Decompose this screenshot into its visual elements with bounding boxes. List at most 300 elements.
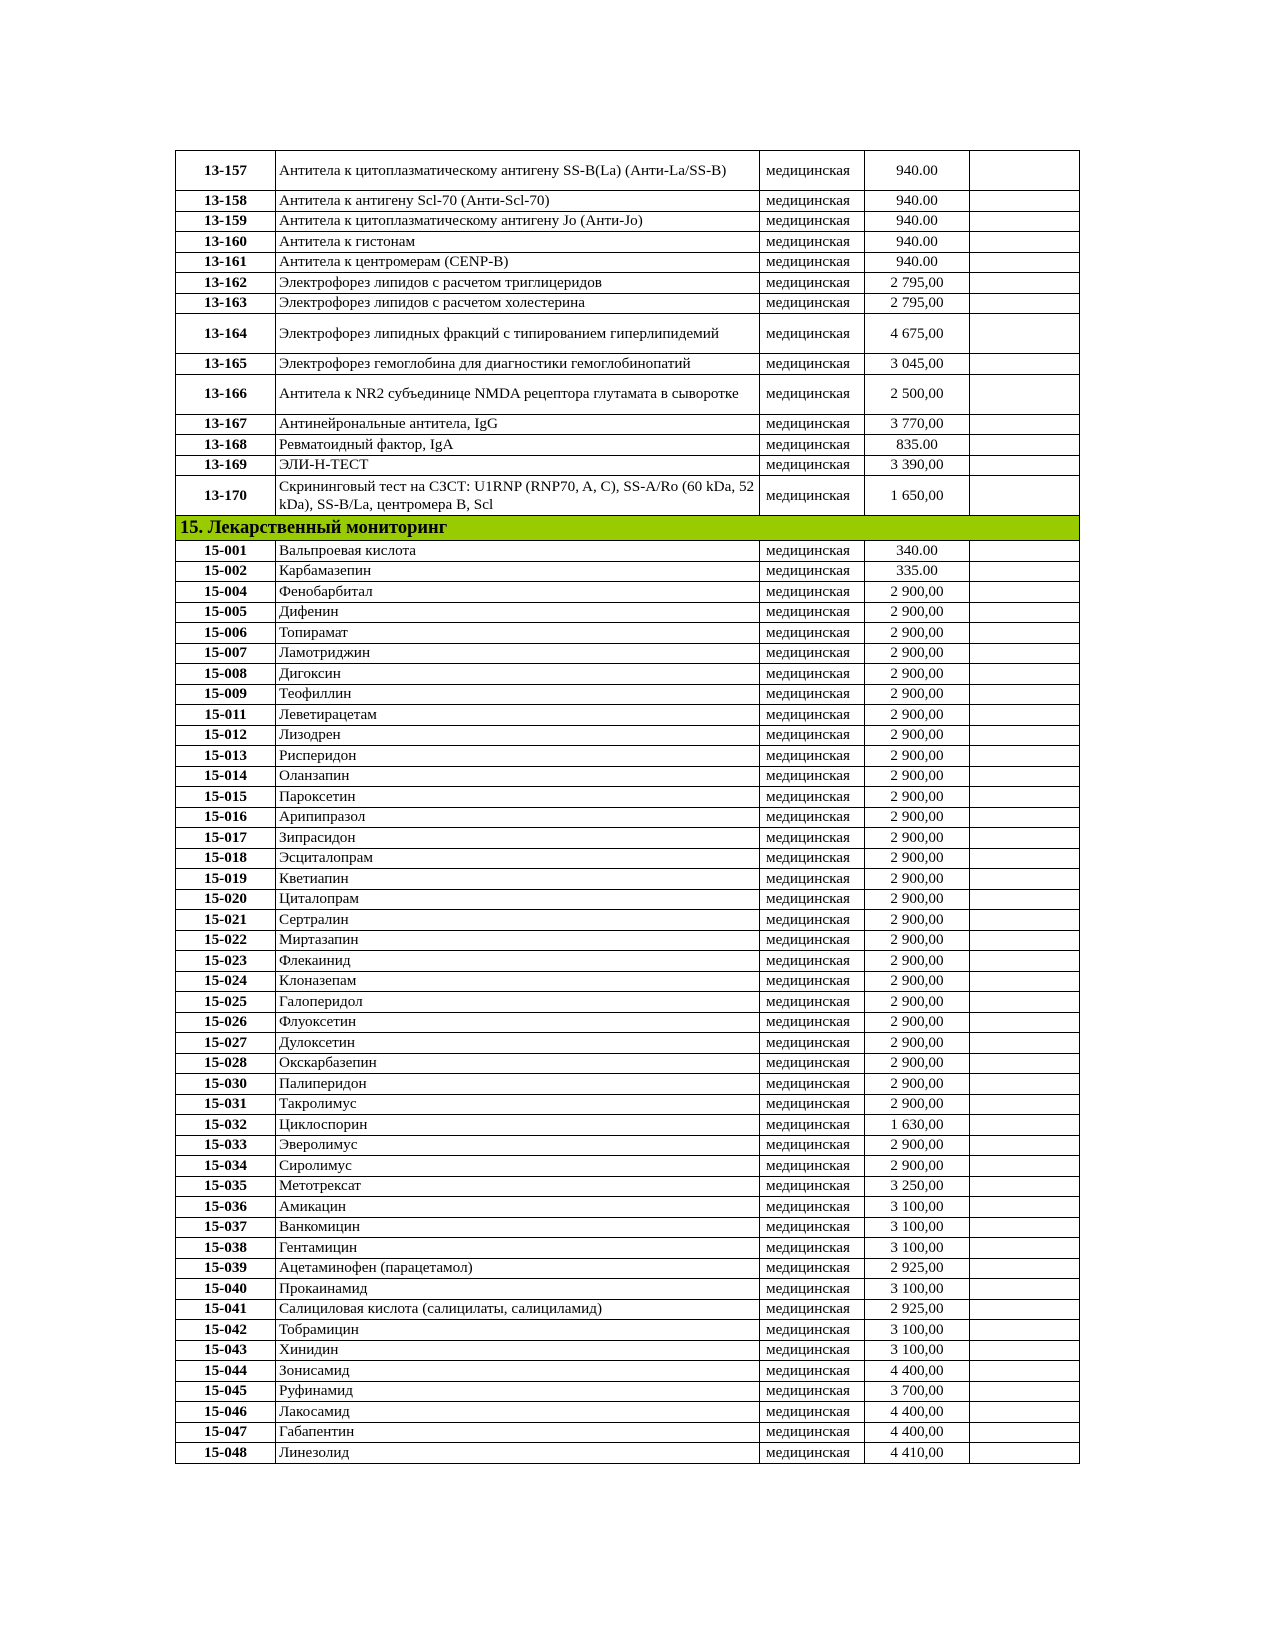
row-code: 13-161 xyxy=(176,252,276,273)
row-price: 3 250,00 xyxy=(865,1176,970,1197)
row-empty-cell xyxy=(970,1443,1080,1464)
row-price: 335.00 xyxy=(865,561,970,582)
row-price: 940.00 xyxy=(865,232,970,253)
row-code: 15-047 xyxy=(176,1422,276,1443)
row-code: 13-160 xyxy=(176,232,276,253)
table-row xyxy=(176,992,1080,1013)
table-row xyxy=(176,232,1080,253)
row-type: медицинская xyxy=(760,455,865,476)
row-type: медицинская xyxy=(760,910,865,931)
row-name: Прокаинамид xyxy=(276,1279,760,1300)
row-code: 15-038 xyxy=(176,1238,276,1259)
row-code: 15-046 xyxy=(176,1402,276,1423)
row-price: 3 770,00 xyxy=(865,414,970,435)
row-type: медицинская xyxy=(760,766,865,787)
row-price: 2 900,00 xyxy=(865,725,970,746)
row-name: Антитела к гистонам xyxy=(276,232,760,253)
row-price: 2 925,00 xyxy=(865,1258,970,1279)
row-price: 340.00 xyxy=(865,541,970,562)
row-empty-cell xyxy=(970,1135,1080,1156)
table-row xyxy=(176,1443,1080,1464)
row-name: Сиролимус xyxy=(276,1156,760,1177)
row-code: 15-006 xyxy=(176,623,276,644)
table-row xyxy=(176,191,1080,212)
row-type: медицинская xyxy=(760,684,865,705)
row-type: медицинская xyxy=(760,354,865,375)
row-empty-cell xyxy=(970,910,1080,931)
row-empty-cell xyxy=(970,869,1080,890)
row-code: 15-025 xyxy=(176,992,276,1013)
row-code: 15-030 xyxy=(176,1074,276,1095)
row-empty-cell xyxy=(970,374,1080,414)
row-price: 4 400,00 xyxy=(865,1361,970,1382)
row-type: медицинская xyxy=(760,476,865,516)
row-name: Карбамазепин xyxy=(276,561,760,582)
row-empty-cell xyxy=(970,1156,1080,1177)
table-row xyxy=(176,1320,1080,1341)
table-row xyxy=(176,1053,1080,1074)
row-name: Скрининговый тест на СЗСТ: U1RNP (RNP70, A, C), SS-A/Ro (60 kDa, 52 kDa), SS-B/La, центромера B, Scl xyxy=(276,476,760,516)
table-row xyxy=(176,1094,1080,1115)
table-row xyxy=(176,971,1080,992)
row-price: 3 100,00 xyxy=(865,1340,970,1361)
row-code: 15-008 xyxy=(176,664,276,685)
table-row xyxy=(176,1176,1080,1197)
table-row xyxy=(176,1340,1080,1361)
row-name: Оланзапин xyxy=(276,766,760,787)
row-empty-cell xyxy=(970,1094,1080,1115)
row-code: 15-027 xyxy=(176,1033,276,1054)
row-price: 2 900,00 xyxy=(865,664,970,685)
row-empty-cell xyxy=(970,787,1080,808)
row-empty-cell xyxy=(970,582,1080,603)
row-name: Фенобарбитал xyxy=(276,582,760,603)
row-code: 15-011 xyxy=(176,705,276,726)
row-price: 2 900,00 xyxy=(865,623,970,644)
table-row xyxy=(176,1135,1080,1156)
row-code: 15-044 xyxy=(176,1361,276,1382)
row-type: медицинская xyxy=(760,293,865,314)
row-code: 15-041 xyxy=(176,1299,276,1320)
row-code: 15-039 xyxy=(176,1258,276,1279)
row-name: Антитела к антигену Scl-70 (Анти-Scl-70) xyxy=(276,191,760,212)
row-code: 13-157 xyxy=(176,151,276,191)
row-name: Палиперидон xyxy=(276,1074,760,1095)
row-code: 15-040 xyxy=(176,1279,276,1300)
row-empty-cell xyxy=(970,455,1080,476)
row-empty-cell xyxy=(970,807,1080,828)
row-code: 15-009 xyxy=(176,684,276,705)
row-code: 13-170 xyxy=(176,476,276,516)
row-price: 835.00 xyxy=(865,435,970,456)
row-name: Тобрамицин xyxy=(276,1320,760,1341)
row-price: 4 400,00 xyxy=(865,1402,970,1423)
row-type: медицинская xyxy=(760,787,865,808)
row-name: Арипипразол xyxy=(276,807,760,828)
row-price: 2 900,00 xyxy=(865,828,970,849)
row-price: 2 900,00 xyxy=(865,1135,970,1156)
row-type: медицинская xyxy=(760,561,865,582)
row-price: 3 045,00 xyxy=(865,354,970,375)
row-type: медицинская xyxy=(760,1361,865,1382)
row-price: 2 900,00 xyxy=(865,951,970,972)
row-name: Зипрасидон xyxy=(276,828,760,849)
row-code: 15-016 xyxy=(176,807,276,828)
row-empty-cell xyxy=(970,1361,1080,1382)
row-type: медицинская xyxy=(760,807,865,828)
row-price: 2 900,00 xyxy=(865,1156,970,1177)
row-type: медицинская xyxy=(760,435,865,456)
row-type: медицинская xyxy=(760,602,865,623)
row-type: медицинская xyxy=(760,1176,865,1197)
row-empty-cell xyxy=(970,971,1080,992)
row-type: медицинская xyxy=(760,623,865,644)
row-empty-cell xyxy=(970,1197,1080,1218)
row-name: Антинейрональные антитела, IgG xyxy=(276,414,760,435)
row-name: Электрофорез липидных фракций с типированием гиперлипидемий xyxy=(276,314,760,354)
row-name: Антитела к цитоплазматическому антигену SS-B(La) (Анти-La/SS-B) xyxy=(276,151,760,191)
row-code: 15-012 xyxy=(176,725,276,746)
row-code: 15-005 xyxy=(176,602,276,623)
row-name: Клоназепам xyxy=(276,971,760,992)
row-empty-cell xyxy=(970,643,1080,664)
table-row xyxy=(176,889,1080,910)
table-row xyxy=(176,1402,1080,1423)
row-code: 15-023 xyxy=(176,951,276,972)
row-price: 940.00 xyxy=(865,211,970,232)
row-type: медицинская xyxy=(760,1422,865,1443)
row-code: 15-020 xyxy=(176,889,276,910)
section-header-row xyxy=(176,516,1080,541)
row-empty-cell xyxy=(970,414,1080,435)
row-price: 2 795,00 xyxy=(865,273,970,294)
row-price: 2 900,00 xyxy=(865,1094,970,1115)
row-name: Такролимус xyxy=(276,1094,760,1115)
table-row xyxy=(176,807,1080,828)
row-name: Лакосамид xyxy=(276,1402,760,1423)
row-type: медицинская xyxy=(760,746,865,767)
row-name: Электрофорез липидов с расчетом триглицеридов xyxy=(276,273,760,294)
row-name: Галоперидол xyxy=(276,992,760,1013)
row-type: медицинская xyxy=(760,828,865,849)
row-type: медицинская xyxy=(760,374,865,414)
row-code: 15-002 xyxy=(176,561,276,582)
row-code: 15-034 xyxy=(176,1156,276,1177)
row-type: медицинская xyxy=(760,1012,865,1033)
row-price: 4 400,00 xyxy=(865,1422,970,1443)
row-name: Дифенин xyxy=(276,602,760,623)
row-empty-cell xyxy=(970,664,1080,685)
row-price: 3 100,00 xyxy=(865,1279,970,1300)
row-price: 2 900,00 xyxy=(865,746,970,767)
row-empty-cell xyxy=(970,435,1080,456)
table-row xyxy=(176,705,1080,726)
row-type: медицинская xyxy=(760,191,865,212)
table-row xyxy=(176,582,1080,603)
row-code: 15-014 xyxy=(176,766,276,787)
row-empty-cell xyxy=(970,561,1080,582)
row-code: 13-164 xyxy=(176,314,276,354)
row-price: 2 900,00 xyxy=(865,1012,970,1033)
row-type: медицинская xyxy=(760,1402,865,1423)
table-row xyxy=(176,664,1080,685)
row-name: Ревматоидный фактор, IgA xyxy=(276,435,760,456)
row-type: медицинская xyxy=(760,848,865,869)
row-empty-cell xyxy=(970,1320,1080,1341)
row-price: 4 410,00 xyxy=(865,1443,970,1464)
row-price: 2 900,00 xyxy=(865,910,970,931)
row-name: Рисперидон xyxy=(276,746,760,767)
row-price: 940.00 xyxy=(865,252,970,273)
row-price: 2 900,00 xyxy=(865,766,970,787)
row-name: Руфинамид xyxy=(276,1381,760,1402)
row-price: 2 500,00 xyxy=(865,374,970,414)
row-code: 15-036 xyxy=(176,1197,276,1218)
row-name: Метотрексат xyxy=(276,1176,760,1197)
row-name: Флекаинид xyxy=(276,951,760,972)
row-price: 1 650,00 xyxy=(865,476,970,516)
row-name: ЭЛИ-Н-ТЕСТ xyxy=(276,455,760,476)
table-row xyxy=(176,1422,1080,1443)
row-name: Леветирацетам xyxy=(276,705,760,726)
row-price: 2 900,00 xyxy=(865,1074,970,1095)
row-price: 2 900,00 xyxy=(865,1053,970,1074)
table-row xyxy=(176,1258,1080,1279)
row-type: медицинская xyxy=(760,273,865,294)
row-empty-cell xyxy=(970,1258,1080,1279)
row-code: 15-021 xyxy=(176,910,276,931)
row-code: 15-048 xyxy=(176,1443,276,1464)
table-row xyxy=(176,766,1080,787)
row-type: медицинская xyxy=(760,1197,865,1218)
row-name: Пароксетин xyxy=(276,787,760,808)
row-name: Циталопрам xyxy=(276,889,760,910)
row-name: Электрофорез гемоглобина для диагностики гемоглобинопатий xyxy=(276,354,760,375)
row-empty-cell xyxy=(970,1279,1080,1300)
row-code: 15-035 xyxy=(176,1176,276,1197)
row-price: 2 900,00 xyxy=(865,992,970,1013)
row-empty-cell xyxy=(970,1115,1080,1136)
row-empty-cell xyxy=(970,151,1080,191)
table-row xyxy=(176,476,1080,516)
row-empty-cell xyxy=(970,684,1080,705)
row-empty-cell xyxy=(970,602,1080,623)
row-price: 1 630,00 xyxy=(865,1115,970,1136)
table-row xyxy=(176,684,1080,705)
row-code: 15-043 xyxy=(176,1340,276,1361)
row-code: 15-004 xyxy=(176,582,276,603)
row-type: медицинская xyxy=(760,1279,865,1300)
row-name: Электрофорез липидов с расчетом холестерина xyxy=(276,293,760,314)
row-price: 940.00 xyxy=(865,151,970,191)
row-type: медицинская xyxy=(760,1340,865,1361)
row-empty-cell xyxy=(970,476,1080,516)
row-price: 2 900,00 xyxy=(865,705,970,726)
table-row xyxy=(176,273,1080,294)
row-type: медицинская xyxy=(760,211,865,232)
row-code: 13-169 xyxy=(176,455,276,476)
row-name: Ацетаминофен (парацетамол) xyxy=(276,1258,760,1279)
table-row xyxy=(176,541,1080,562)
table-row xyxy=(176,1012,1080,1033)
row-empty-cell xyxy=(970,273,1080,294)
row-type: медицинская xyxy=(760,414,865,435)
table-row xyxy=(176,455,1080,476)
row-code: 15-042 xyxy=(176,1320,276,1341)
row-name: Теофиллин xyxy=(276,684,760,705)
row-code: 15-024 xyxy=(176,971,276,992)
row-name: Антитела к NR2 субъединице NMDA рецептора глутамата в сыворотке xyxy=(276,374,760,414)
row-empty-cell xyxy=(970,232,1080,253)
row-empty-cell xyxy=(970,623,1080,644)
table-row xyxy=(176,602,1080,623)
row-empty-cell xyxy=(970,1402,1080,1423)
table-row xyxy=(176,561,1080,582)
row-type: медицинская xyxy=(760,869,865,890)
rows-section-13 xyxy=(176,151,1080,516)
price-list-table xyxy=(175,150,1080,1464)
row-code: 15-026 xyxy=(176,1012,276,1033)
row-type: медицинская xyxy=(760,1299,865,1320)
row-type: медицинская xyxy=(760,1156,865,1177)
row-code: 15-018 xyxy=(176,848,276,869)
row-type: медицинская xyxy=(760,992,865,1013)
row-name: Салициловая кислота (салицилаты, салициламид) xyxy=(276,1299,760,1320)
row-empty-cell xyxy=(970,1238,1080,1259)
row-type: медицинская xyxy=(760,1238,865,1259)
row-type: медицинская xyxy=(760,1443,865,1464)
row-code: 13-162 xyxy=(176,273,276,294)
row-type: медицинская xyxy=(760,151,865,191)
row-code: 15-017 xyxy=(176,828,276,849)
row-price: 2 900,00 xyxy=(865,848,970,869)
table-row xyxy=(176,848,1080,869)
row-code: 15-032 xyxy=(176,1115,276,1136)
row-price: 3 390,00 xyxy=(865,455,970,476)
row-empty-cell xyxy=(970,705,1080,726)
row-empty-cell xyxy=(970,746,1080,767)
row-price: 2 795,00 xyxy=(865,293,970,314)
row-type: медицинская xyxy=(760,252,865,273)
row-price: 2 900,00 xyxy=(865,869,970,890)
table-row xyxy=(176,1033,1080,1054)
table-row xyxy=(176,293,1080,314)
table-row xyxy=(176,1238,1080,1259)
row-name: Ламотриджин xyxy=(276,643,760,664)
row-name: Циклоспорин xyxy=(276,1115,760,1136)
table-row xyxy=(176,414,1080,435)
row-empty-cell xyxy=(970,252,1080,273)
row-type: медицинская xyxy=(760,725,865,746)
row-type: медицинская xyxy=(760,1258,865,1279)
table-row xyxy=(176,951,1080,972)
row-name: Сертралин xyxy=(276,910,760,931)
row-price: 2 900,00 xyxy=(865,582,970,603)
row-price: 2 900,00 xyxy=(865,602,970,623)
row-code: 15-033 xyxy=(176,1135,276,1156)
row-empty-cell xyxy=(970,828,1080,849)
row-price: 940.00 xyxy=(865,191,970,212)
row-empty-cell xyxy=(970,889,1080,910)
table-row xyxy=(176,1381,1080,1402)
row-empty-cell xyxy=(970,766,1080,787)
row-price: 4 675,00 xyxy=(865,314,970,354)
row-price: 3 100,00 xyxy=(865,1197,970,1218)
row-empty-cell xyxy=(970,1176,1080,1197)
row-code: 13-168 xyxy=(176,435,276,456)
row-type: медицинская xyxy=(760,664,865,685)
row-type: медицинская xyxy=(760,889,865,910)
row-code: 13-159 xyxy=(176,211,276,232)
row-code: 13-167 xyxy=(176,414,276,435)
row-empty-cell xyxy=(970,354,1080,375)
row-name: Дигоксин xyxy=(276,664,760,685)
table-row xyxy=(176,930,1080,951)
row-price: 2 900,00 xyxy=(865,971,970,992)
row-price: 3 100,00 xyxy=(865,1320,970,1341)
row-empty-cell xyxy=(970,314,1080,354)
table-row xyxy=(176,354,1080,375)
section-header: 15. Лекарственный мониторинг xyxy=(176,516,1080,541)
row-code: 15-037 xyxy=(176,1217,276,1238)
row-code: 13-165 xyxy=(176,354,276,375)
row-empty-cell xyxy=(970,1340,1080,1361)
row-code: 15-001 xyxy=(176,541,276,562)
row-code: 13-163 xyxy=(176,293,276,314)
row-empty-cell xyxy=(970,1033,1080,1054)
row-type: медицинская xyxy=(760,930,865,951)
row-name: Габапентин xyxy=(276,1422,760,1443)
table-row xyxy=(176,746,1080,767)
table-row xyxy=(176,725,1080,746)
row-name: Эверолимус xyxy=(276,1135,760,1156)
table-row xyxy=(176,1115,1080,1136)
row-price: 2 900,00 xyxy=(865,889,970,910)
row-type: медицинская xyxy=(760,1094,865,1115)
row-empty-cell xyxy=(970,293,1080,314)
row-empty-cell xyxy=(970,848,1080,869)
row-name: Миртазапин xyxy=(276,930,760,951)
table-row xyxy=(176,1156,1080,1177)
row-type: медицинская xyxy=(760,1033,865,1054)
row-name: Флуоксетин xyxy=(276,1012,760,1033)
table-row xyxy=(176,828,1080,849)
row-code: 15-013 xyxy=(176,746,276,767)
row-type: медицинская xyxy=(760,1381,865,1402)
row-empty-cell xyxy=(970,725,1080,746)
row-price: 2 900,00 xyxy=(865,643,970,664)
row-code: 13-158 xyxy=(176,191,276,212)
row-empty-cell xyxy=(970,1422,1080,1443)
table-row xyxy=(176,869,1080,890)
table-row xyxy=(176,1299,1080,1320)
row-code: 15-019 xyxy=(176,869,276,890)
table-row xyxy=(176,910,1080,931)
row-price: 2 900,00 xyxy=(865,787,970,808)
row-name: Эсциталопрам xyxy=(276,848,760,869)
row-type: медицинская xyxy=(760,582,865,603)
row-type: медицинская xyxy=(760,705,865,726)
row-empty-cell xyxy=(970,1074,1080,1095)
row-type: медицинская xyxy=(760,1320,865,1341)
row-price: 2 900,00 xyxy=(865,684,970,705)
row-name: Линезолид xyxy=(276,1443,760,1464)
table-row xyxy=(176,435,1080,456)
row-name: Кветиапин xyxy=(276,869,760,890)
row-name: Антитела к центромерам (CENP-B) xyxy=(276,252,760,273)
table-row xyxy=(176,643,1080,664)
row-empty-cell xyxy=(970,1053,1080,1074)
